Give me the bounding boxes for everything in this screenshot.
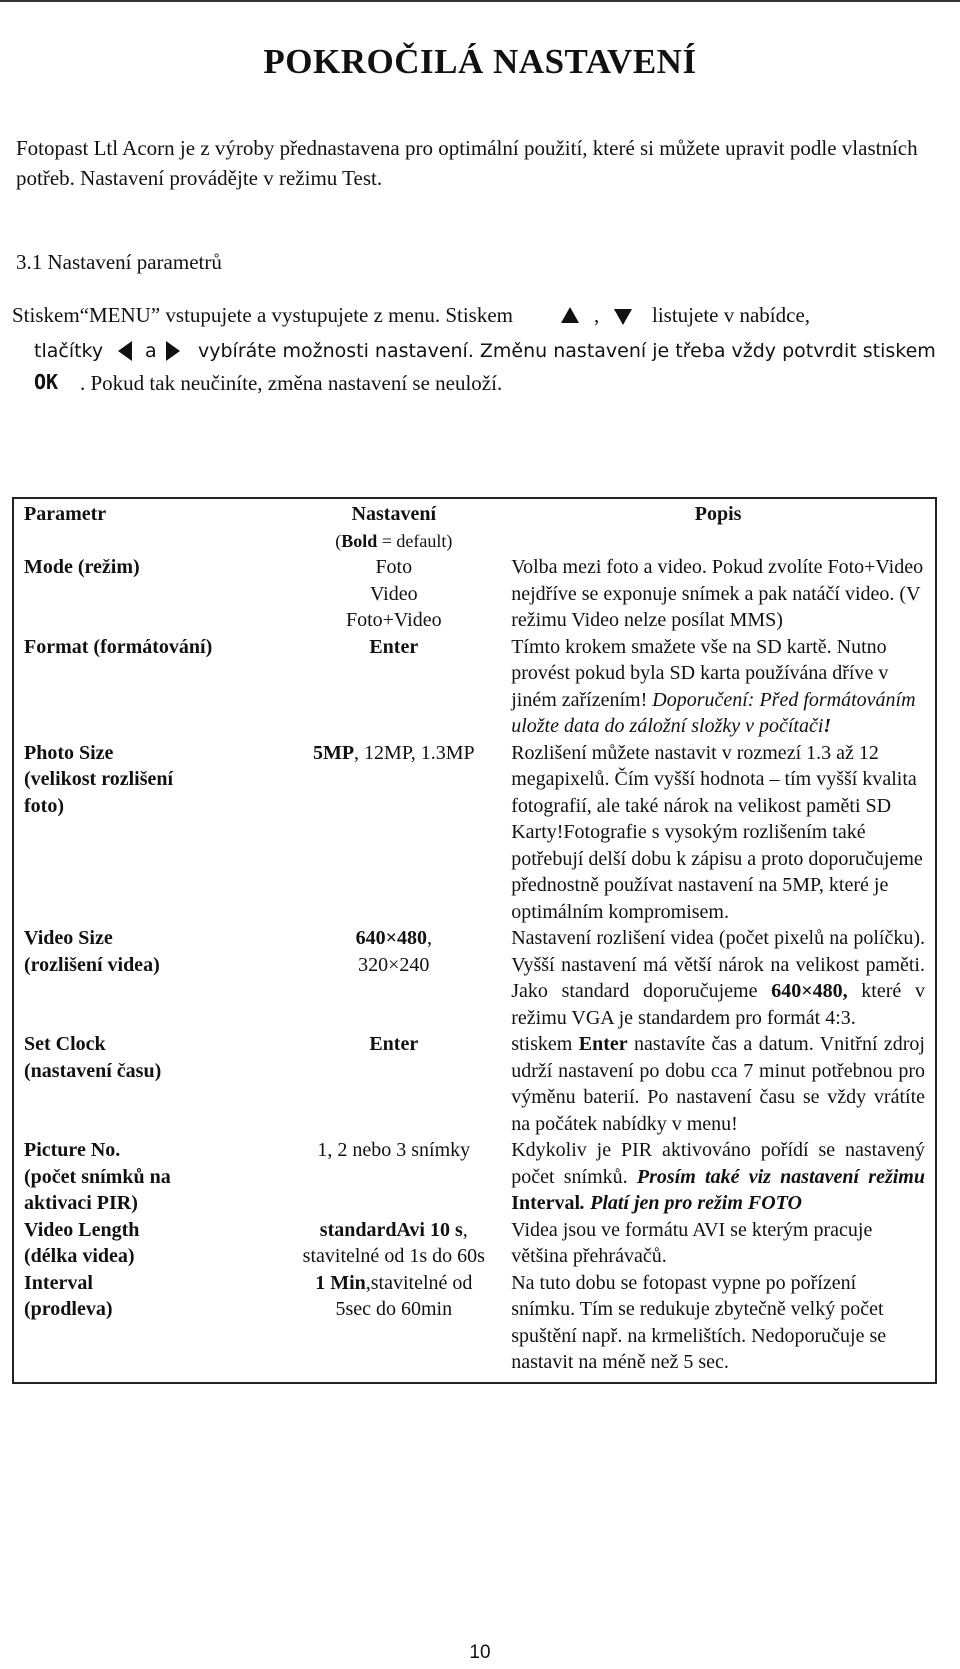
setting-photo-size [286, 740, 501, 926]
setting-video-length [286, 1217, 501, 1270]
param-line: Picture No. [24, 1139, 121, 1161]
desc-bold: 640×480, [771, 980, 848, 1002]
page-number: 10 [469, 1642, 491, 1663]
desc-b: nastavíte čas a datum. Vnitřní zdroj udrží nastavení po dobu cca 7 minut potřebnou pro výměnu baterií. Po nastavení času se vždy vrátíte na počátek nabídky v menu! [511, 1033, 925, 1135]
param-set-clock [13, 1031, 286, 1137]
instruction-line-1b: listujete v nabídce, [652, 303, 811, 327]
param-line: Interval [24, 1271, 93, 1294]
mode-option: Foto [375, 556, 413, 578]
ok-button-label: OK [34, 370, 59, 394]
top-rule [0, 0, 960, 2]
setting-default: 1 Min [315, 1271, 366, 1294]
desc-video-length: Videa jsou ve formátu AVI se kterým pracuje většina přehrávačů. [511, 1218, 873, 1267]
desc-a: stiskem [511, 1033, 579, 1055]
param-line: (velikost rozlišení [24, 768, 174, 790]
setting-alt: 5sec do 60min [335, 1298, 453, 1320]
desc-format-text: Tímto krokem smažete vše na SD kartě. Nutno provést pokud byla SD karta používána dříve v jiném zařízením! [511, 635, 889, 711]
instruction-line-2b: vybíráte možnosti nastavení. Změnu nastavení je třeba vždy potvrdit stiskem [198, 340, 936, 362]
table-header-row [13, 498, 936, 554]
setting-picture-no: 1, 2 nebo 3 snímky [317, 1139, 471, 1161]
setting-format: Enter [369, 635, 419, 658]
down-arrow-icon [613, 308, 633, 326]
param-line: (prodleva) [24, 1298, 113, 1320]
note-open: ( [335, 530, 342, 551]
table-row [13, 554, 936, 634]
param-line: aktivaci PIR) [24, 1192, 138, 1214]
setting-comma: , [426, 927, 432, 949]
setting-rest: ,stavitelné od [365, 1271, 473, 1294]
note-bold: Bold [341, 530, 378, 551]
table-row [13, 925, 936, 1031]
param-line: (délka videa) [24, 1245, 135, 1267]
desc-format [501, 634, 936, 740]
param-video-size [13, 925, 286, 1031]
setting-default: 640×480 [355, 927, 427, 949]
header-setting [286, 498, 501, 554]
param-line: (počet snímků na [24, 1165, 171, 1188]
desc-bold-italic: Prosím také viz nastavení režimu [636, 1165, 925, 1188]
parameters-table [12, 497, 937, 1384]
table-row [13, 1217, 936, 1270]
header-setting-note [290, 528, 497, 555]
left-arrow-icon [117, 340, 133, 362]
param-line: Video Length [24, 1218, 140, 1241]
setting-video-size [286, 925, 501, 1031]
setting-default: 5MP [312, 741, 355, 764]
desc-mode: Volba mezi foto a video. Pokud zvolíte Foto+Video nejdříve se exponuje snímek a pak natáčí video. (V režimu Video nelze posílat MMS) [511, 556, 924, 631]
note-rest: = default) [377, 530, 453, 551]
desc-bold: Enter [578, 1033, 628, 1055]
desc-video-size [501, 925, 936, 1031]
instruction-and: a [145, 340, 157, 362]
instruction-comma: , [594, 303, 600, 327]
param-line: Photo Size [24, 741, 114, 764]
header-setting-label: Nastavení [351, 503, 437, 525]
table-row [13, 1270, 936, 1383]
desc-bold-italic-2: . Platí jen pro režim FOTO [580, 1192, 802, 1214]
desc-bold: Interval [511, 1192, 581, 1214]
setting-rest: , 12MP, 1.3MP [354, 741, 475, 764]
table-row [13, 1137, 936, 1217]
mode-option: Video [369, 582, 418, 605]
param-mode: Mode (režim) [24, 556, 140, 578]
right-arrow-icon [165, 340, 181, 362]
desc-picture-no [501, 1137, 936, 1217]
setting-alt: stavitelné od 1s do 60s [302, 1245, 485, 1267]
page-title: POKROČILÁ NASTAVENÍ [263, 42, 697, 81]
param-interval [13, 1270, 286, 1383]
mode-option: Foto+Video [345, 609, 442, 631]
intro-paragraph: Fotopast Ltl Acorn je z výroby přednastavena pro optimální použití, které si můžete upravit podle vlastních potřeb. Nastavení provádějte v režimu Test. [16, 136, 918, 190]
instruction-line-2a: tlačítky [34, 340, 104, 362]
instruction-line-3: . Pokud tak neučiníte, změna nastavení se neuloží. [80, 371, 503, 395]
param-line: Set Clock [24, 1033, 106, 1055]
param-line: (rozlišení videa) [24, 953, 160, 976]
instruction-line-1a: Stiskem“MENU” vstupujete a vystupujete z menu. Stiskem [12, 303, 514, 327]
param-photo-size [13, 740, 286, 926]
param-line: (nastavení času) [24, 1059, 162, 1082]
setting-interval [286, 1270, 501, 1383]
desc-format-recommendation: Doporučení: Před formátováním uložte data do záložní složky v počítači [511, 688, 916, 737]
setting-default: standardAvi 10 s [319, 1218, 463, 1241]
desc-a: Nastavení rozlišení videa (počet pixelů na políčku). Vyšší nastavení má větší nárok na velikost paměti. Jako standard doporučujeme [511, 927, 925, 1002]
desc-b: které v režimu VGA je standardem pro formát 4:3. [511, 980, 925, 1029]
setting-rest: , [462, 1218, 468, 1241]
table-row [13, 1031, 936, 1137]
desc-photo-size: Rozlišení můžete nastavit v rozmezí 1.3 až 12 megapixelů. Čím vyšší hodnota – tím vyšší kvalita fotografií, ale také nárok na velikost paměti SD Karty!Fotografie s vysokým rozlišením také potřebují delší dobu k zápisu a proto doporučujeme přednostně používat nastavení na 5MP, které je optimálním kompromisem. [511, 741, 923, 923]
param-line: foto) [24, 794, 64, 817]
desc-set-clock [501, 1031, 936, 1137]
table-row [13, 634, 936, 740]
setting-set-clock: Enter [369, 1033, 419, 1055]
header-desc: Popis [694, 503, 742, 525]
param-line: Video Size [24, 927, 113, 949]
desc-interval: Na tuto dobu se fotopast vypne po pořízení snímku. Tím se redukuje zbytečně velký počet spuštění např. na krmelištích. Nedoporučuje se nastavit na méně než 5 sec. [511, 1271, 887, 1373]
header-param: Parametr [24, 503, 107, 525]
param-video-length [13, 1217, 286, 1270]
up-arrow-icon [560, 306, 580, 324]
param-format: Format (formátování) [24, 635, 213, 658]
desc-format-bang: ! [823, 715, 832, 737]
desc-a: Kdykoliv je PIR aktivováno pořídí se nastavený počet snímků. [511, 1139, 925, 1188]
param-picture-no [13, 1137, 286, 1217]
setting-mode [286, 554, 501, 634]
section-heading: 3.1 Nastavení parametrů [16, 250, 222, 274]
table-row [13, 740, 936, 926]
setting-alt: 320×240 [358, 953, 430, 976]
